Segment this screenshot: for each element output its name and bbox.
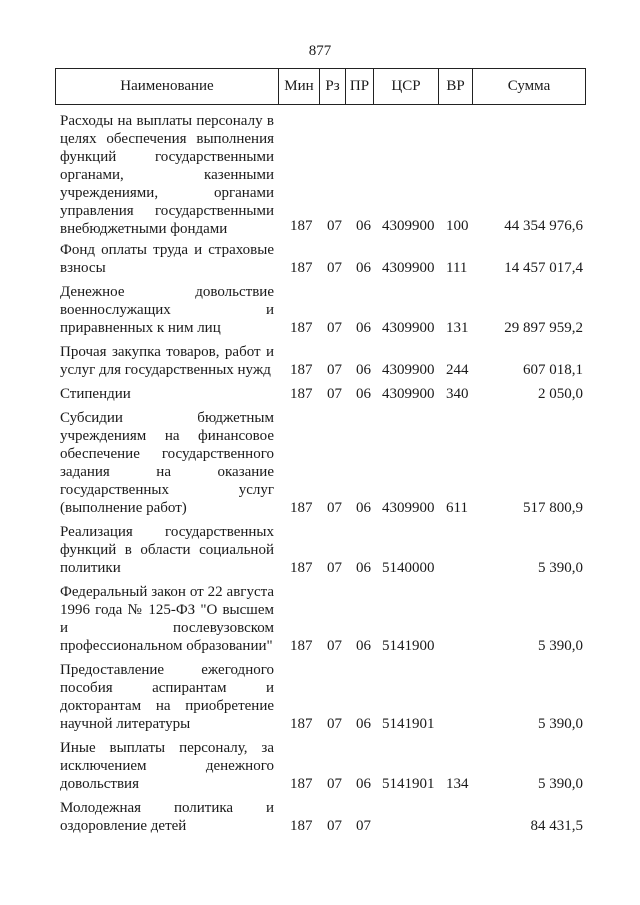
row-min: 187 [290, 218, 313, 234]
row-rz: 07 [327, 716, 342, 732]
row-sum: 517 800,9 [523, 500, 583, 516]
header-rz: Рз [320, 69, 346, 105]
row-rz: 07 [327, 638, 342, 654]
row-csr: 4309900 [382, 362, 435, 378]
row-rz: 07 [327, 500, 342, 516]
row-sum: 2 050,0 [538, 386, 583, 402]
table-row [0, 385, 640, 403]
row-pr: 06 [356, 776, 371, 792]
row-min: 187 [290, 362, 313, 378]
row-rz: 07 [327, 218, 342, 234]
row-pr: 06 [356, 320, 371, 336]
row-min: 187 [290, 638, 313, 654]
row-vr: 244 [446, 362, 469, 378]
row-rz: 07 [327, 320, 342, 336]
row-rz: 07 [327, 260, 342, 276]
row-min: 187 [290, 560, 313, 576]
row-rz: 07 [327, 362, 342, 378]
header-csr: ЦСР [374, 69, 439, 105]
header-pr: ПР [346, 69, 374, 105]
row-vr: 111 [446, 260, 468, 276]
row-min: 187 [290, 320, 313, 336]
row-pr: 06 [356, 218, 371, 234]
row-sum: 29 897 959,2 [504, 320, 583, 336]
row-min: 187 [290, 260, 313, 276]
row-rz: 07 [327, 560, 342, 576]
row-pr: 06 [356, 386, 371, 402]
row-pr: 06 [356, 260, 371, 276]
table-row [0, 661, 640, 733]
table-header [55, 68, 586, 105]
row-csr: 5141901 [382, 716, 435, 732]
row-name: Молодежная политика и оздоровление детей [60, 800, 274, 834]
row-vr: 134 [446, 776, 469, 792]
row-csr: 5141901 [382, 776, 435, 792]
row-csr: 4309900 [382, 260, 435, 276]
row-csr: 5140000 [382, 560, 435, 576]
page-number: 877 [308, 43, 332, 59]
row-pr: 06 [356, 638, 371, 654]
row-csr: 4309900 [382, 320, 435, 336]
row-sum: 14 457 017,4 [504, 260, 583, 276]
row-sum: 84 431,5 [530, 818, 583, 834]
row-csr: 4309900 [382, 218, 435, 234]
table-row [0, 283, 640, 337]
table-row [0, 583, 640, 655]
row-name: Федеральный закон от 22 августа 1996 года № 125-ФЗ "О высшем и послевузовском профессиональном образовании" [60, 584, 274, 654]
table-row [0, 112, 640, 235]
row-name: Реализация государственных функций в области социальной политики [60, 524, 274, 576]
row-sum: 44 354 976,6 [504, 218, 583, 234]
row-sum: 5 390,0 [538, 560, 583, 576]
row-rz: 07 [327, 818, 342, 834]
row-min: 187 [290, 776, 313, 792]
row-csr: 4309900 [382, 500, 435, 516]
row-name: Расходы на выплаты персоналу в целях обеспечения выполнения функций государственными органами, казенными учреждениями, органами управления государственными внебюджетными фондами [60, 113, 274, 237]
header-sum: Сумма [473, 69, 586, 105]
row-pr: 06 [356, 362, 371, 378]
row-csr: 5141900 [382, 638, 435, 654]
table-row [0, 799, 640, 835]
row-min: 187 [290, 386, 313, 402]
row-pr: 06 [356, 500, 371, 516]
row-min: 187 [290, 818, 313, 834]
row-name: Предоставление ежегодного пособия аспирантам и докторантам на приобретение научной литературы [60, 662, 274, 732]
row-csr: 4309900 [382, 386, 435, 402]
row-min: 187 [290, 716, 313, 732]
row-vr: 340 [446, 386, 469, 402]
header-min: Мин [279, 69, 320, 105]
row-vr: 611 [446, 500, 468, 516]
header-name: Наименование [56, 69, 279, 105]
table-row [0, 241, 640, 277]
row-name: Стипендии [60, 386, 131, 402]
row-pr: 06 [356, 560, 371, 576]
row-name: Денежное довольствие военнослужащих и приравненных к ним лиц [60, 284, 274, 336]
table-row [0, 739, 640, 793]
row-pr: 06 [356, 716, 371, 732]
row-pr: 07 [356, 818, 371, 834]
row-sum: 5 390,0 [538, 776, 583, 792]
table-row [0, 409, 640, 517]
row-sum: 5 390,0 [538, 716, 583, 732]
row-sum: 607 018,1 [523, 362, 583, 378]
row-rz: 07 [327, 386, 342, 402]
table-row [0, 343, 640, 379]
row-sum: 5 390,0 [538, 638, 583, 654]
row-name: Прочая закупка товаров, работ и услуг для государственных нужд [60, 344, 274, 378]
row-name: Иные выплаты персоналу, за исключением денежного довольствия [60, 740, 274, 792]
row-vr: 100 [446, 218, 469, 234]
row-vr: 131 [446, 320, 469, 336]
row-name: Фонд оплаты труда и страховые взносы [60, 242, 274, 276]
row-min: 187 [290, 500, 313, 516]
row-name: Субсидии бюджетным учреждениям на финансовое обеспечение государственного задания на оказание государственных услуг (выполнение работ) [60, 410, 274, 516]
header-vr: ВР [439, 69, 473, 105]
row-rz: 07 [327, 776, 342, 792]
table-row [0, 523, 640, 577]
